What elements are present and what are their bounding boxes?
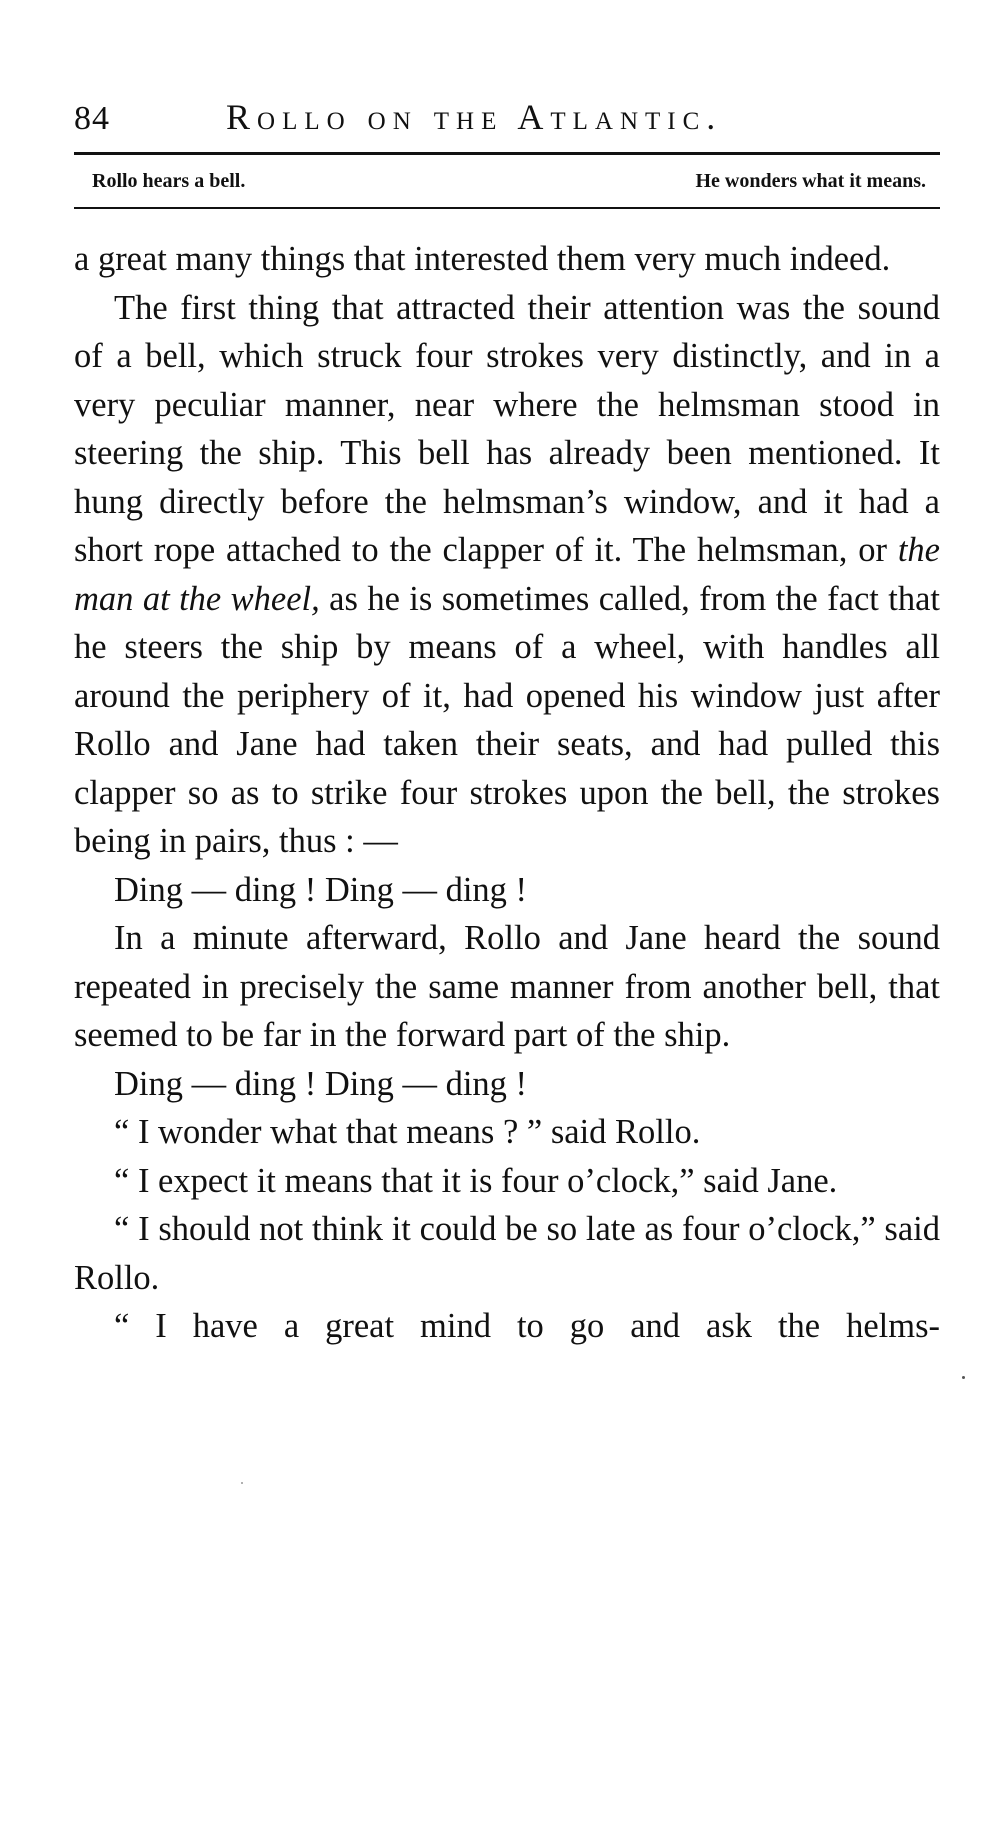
- body-text: [74, 235, 940, 1351]
- paragraph-4: “ I wonder what that means ? ” said Rollo.: [114, 1113, 701, 1151]
- paragraph-6: “ I should not think it could be so late as four o’clock,” said Rollo.: [74, 1210, 940, 1297]
- ink-speck: [962, 1376, 965, 1379]
- topic-line: [74, 155, 940, 207]
- paragraph-2-italic: the man at the wheel,: [74, 531, 940, 618]
- page-number: 84: [74, 100, 110, 137]
- bottom-rule: [74, 207, 940, 209]
- book-page: [74, 96, 940, 1351]
- running-head: [74, 96, 940, 152]
- paragraph-1: a great many things that interested them very much indeed.: [74, 240, 891, 278]
- paragraph-3: In a minute afterward, Rollo and Jane heard the sound repeated in precisely the same manner from another bell, that seemed to be far in the forward part of the ship.: [74, 919, 940, 1054]
- paragraph-2-part-1: The first thing that attracted their attention was the sound of a bell, which struck four strokes very distinctly, and in a very peculiar manner, near where the helmsman stood in steering the ship. This bell has already been mentioned. It hung directly before the helmsman’s window, and it had a short rope attached to the clapper of it. The helmsman, or: [74, 288, 940, 569]
- right-topic: He wonders what it means.: [695, 169, 926, 192]
- ding-line-2: Ding — ding ! Ding — ding !: [114, 1064, 528, 1103]
- book-title: Rollo on the Atlantic.: [226, 97, 723, 137]
- paragraph-2-part-2: as he is sometimes called, from the fact that he steers the ship by means of a wheel, with handles all around the periphery of it, had opened his window just after Rollo and Jane had taken their seats, and had pulled this clapper so as to strike four strokes upon the bell, the strokes being in pairs, thus : —: [74, 579, 940, 860]
- paragraph-7: “ I have a great mind to go and ask the helms-: [114, 1307, 940, 1345]
- paragraph-5: “ I expect it means that it is four o’clock,” said Jane.: [114, 1161, 838, 1200]
- ding-line-1: Ding — ding ! Ding — ding !: [114, 870, 528, 909]
- left-topic: Rollo hears a bell.: [92, 169, 246, 192]
- ink-speck: [241, 1482, 243, 1484]
- paragraph-2: [74, 284, 940, 866]
